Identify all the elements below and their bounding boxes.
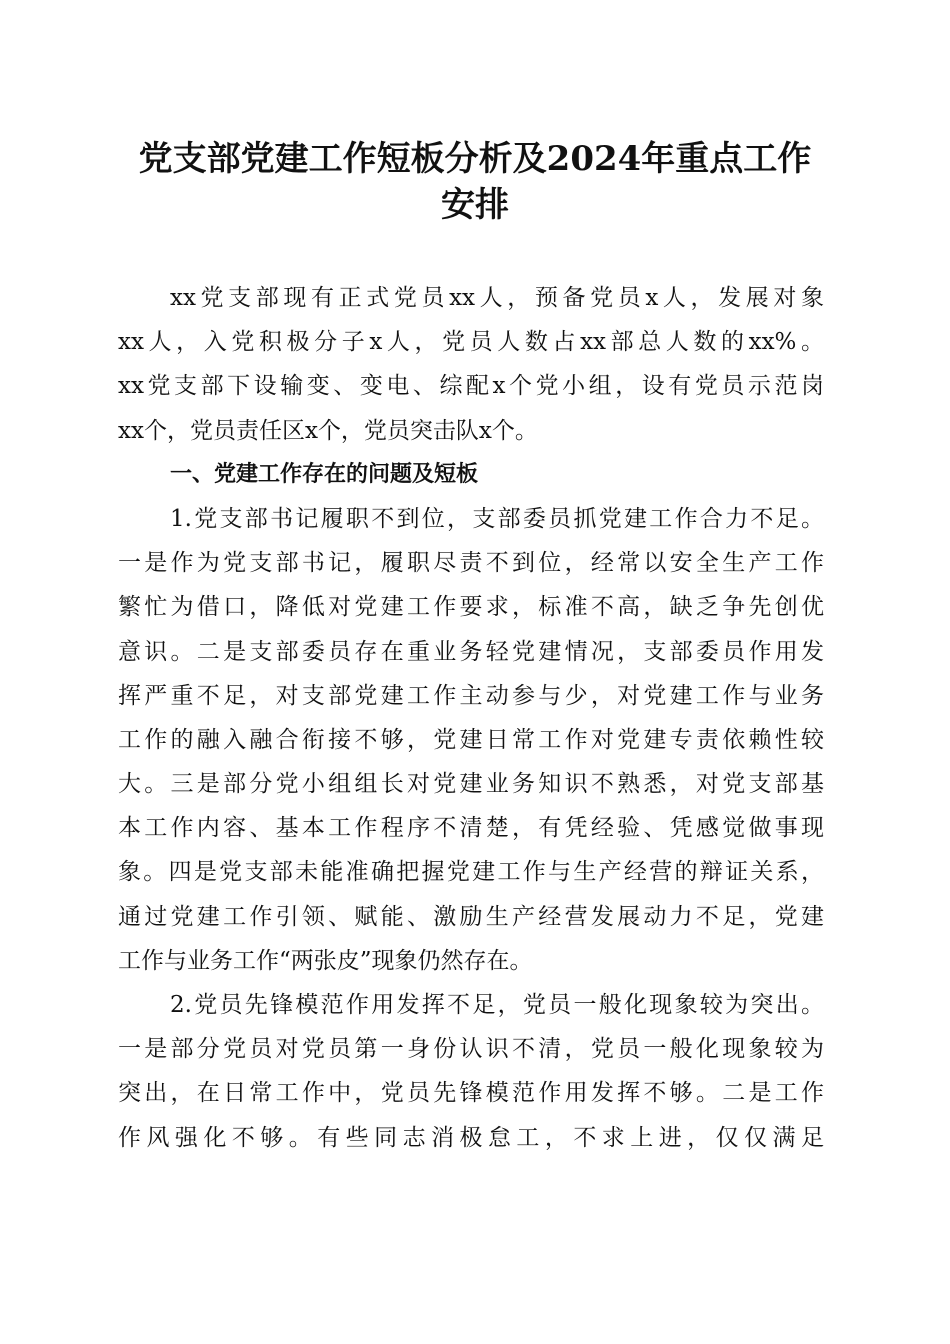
title-line: 安排 bbox=[441, 185, 509, 225]
text-line: 象。四是党支部未能准确把握党建工作与生产经营的辩证关系， bbox=[118, 859, 824, 886]
document-body bbox=[118, 276, 824, 1160]
text-line: 一、党建工作存在的问题及短板 bbox=[170, 461, 479, 487]
paragraph bbox=[118, 983, 824, 1160]
text-line: xx党支部下设输变、变电、综配x个党小组，设有党员示范岗 bbox=[118, 373, 824, 400]
text-line: 2.党员先锋模范作用发挥不足，党员一般化现象较为突出。 bbox=[170, 992, 824, 1018]
text-line: 意识。二是支部委员存在重业务轻党建情况，支部委员作用发 bbox=[118, 638, 824, 665]
paragraph bbox=[118, 276, 824, 453]
text-line: 本工作内容、基本工作程序不清楚，有凭经验、凭感觉做事现 bbox=[118, 815, 824, 842]
text-line: 繁忙为借口，降低对党建工作要求，标准不高，缺乏争先创优 bbox=[118, 594, 824, 621]
text-line: xx党支部现有正式党员xx人，预备党员x人，发展对象 bbox=[170, 285, 824, 311]
text-line: 作风强化不够。有些同志消极怠工，不求上进，仅仅满足 bbox=[118, 1124, 824, 1151]
text-line: 大。三是部分党小组组长对党建业务知识不熟悉，对党支部基 bbox=[118, 771, 824, 798]
text-line: xx人，入党积极分子x人，党员人数占xx部总人数的xx%。 bbox=[118, 329, 824, 356]
text-line: xx个，党员责任区x个，党员突击队x个。 bbox=[118, 417, 538, 444]
text-line: 一是部分党员对党员第一身份认识不清，党员一般化现象较为 bbox=[118, 1036, 824, 1063]
section-heading bbox=[118, 453, 824, 497]
text-line: 通过党建工作引领、赋能、激励生产经营发展动力不足，党建 bbox=[118, 903, 824, 930]
text-line: 一是作为党支部书记，履职尽责不到位，经常以安全生产工作 bbox=[118, 550, 824, 577]
text-line: 工作与业务工作“两张皮”现象仍然存在。 bbox=[118, 947, 533, 974]
paragraph bbox=[118, 497, 824, 983]
text-line: 突出，在日常工作中，党员先锋模范作用发挥不够。二是工作 bbox=[118, 1080, 824, 1107]
text-line: 1.党支部书记履职不到位，支部委员抓党建工作合力不足。 bbox=[170, 505, 824, 532]
text-line: 挥严重不足，对支部党建工作主动参与少，对党建工作与业务 bbox=[118, 682, 824, 709]
text-line: 工作的融入融合衔接不够，党建日常工作对党建专责依赖性较 bbox=[118, 726, 824, 753]
title-line: 党支部党建工作短板分析及2024年重点工作 bbox=[138, 139, 812, 179]
document-title bbox=[0, 136, 950, 228]
